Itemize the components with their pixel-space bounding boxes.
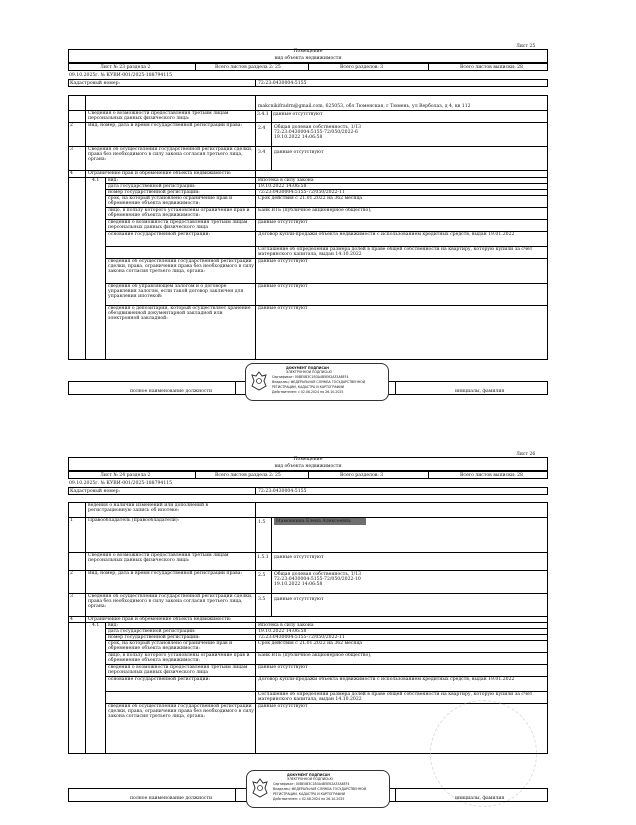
cadastral-label: Кадастровый номер: (70, 80, 121, 86)
row3-num: 3 (70, 147, 73, 152)
sub-num: 4.1 (92, 178, 100, 183)
sub-row-value: Соглашение об определении размера долей в праве общей собственности на квартиру, которую купили за счёт материнского капитала, выдан 14.10.2022 (258, 691, 533, 702)
sheet-label: Лист 25 (516, 44, 536, 49)
sub-row-value: 19.10.2022 14:06:58 (258, 183, 307, 189)
row2-num: 2 (70, 123, 73, 128)
row2-value: Общая долевая собственность, 1/13 72:23:0430004:5155-72/050/2022-10 19.10.2022 14:06:58 (274, 572, 362, 588)
emblem-icon (250, 370, 268, 392)
list-label: Лист № 23 раздела 2 (100, 64, 151, 70)
stamp-title: ДОКУМЕНТ ПОДПИСАН (286, 366, 329, 370)
emblem-icon (251, 777, 269, 799)
list-label: Лист № 24 раздела 2 (100, 472, 151, 478)
total-section: Всего листов раздела 2: 25 (215, 64, 281, 70)
sub-row-value: данные отсутствуют (258, 664, 308, 670)
stamp-title: ДОКУМЕНТ ПОДПИСАН (287, 773, 330, 777)
sub-row-label: основание государственной регистрации: (108, 231, 211, 237)
sub-row-value: данные отсутствуют (258, 219, 308, 225)
sub-row-label: номер государственной регистрации: (108, 634, 200, 640)
sub-row-label: сведения об осуществлении государственной регистрации сделки, права, ограничения права без необходимого в силу закона согласия третьего лица, органа: (108, 258, 254, 274)
sub-row-value: Ипотека в силу закона (258, 177, 314, 183)
stamp-line4: Действителен: с 02.08.2024 по 26.10.2025 (272, 390, 344, 394)
row3-num: 3 (70, 594, 73, 599)
top-address: makcnikifradrn@gmail.com, 625053, обл Тюменская, г Тюмень, ул Верболаз, д 4, кв 112 (258, 104, 471, 109)
stamp-title2: ЭЛЕКТРОННОЙ ПОДПИСЬЮ (286, 370, 333, 374)
sub-row-label: лицо, в пользу которого установлены ограничение прав и обременение объекта недвижимости: (108, 207, 250, 218)
sign-name: инициалы, фамилия (455, 389, 505, 394)
sub-row-label: вид: (108, 177, 119, 183)
sub-row-label: лицо, в пользу которого установлены ограничение прав и обременение объекта недвижимости: (108, 652, 250, 663)
stamp-line2: Владелец: ФЕДЕРАЛЬНАЯ СЛУЖБА ГОСУДАРСТВЕННОЙ (273, 787, 367, 791)
sheet-label: Лист 26 (516, 452, 536, 457)
total-section: Всего листов раздела 2: 25 (215, 472, 281, 478)
total-sheets: Всего листов выписки: 28 (460, 64, 523, 70)
sub-row-label: основание государственной регистрации: (108, 676, 211, 682)
sub-row-value: данные отсутствуют (258, 703, 308, 709)
row3-value: данные отсутствуют (274, 150, 324, 155)
consent-label: Сведения о возможности предоставления третьим лицам персональных данных физического лица: (88, 111, 229, 122)
consent-num: 3.4.1 (257, 112, 269, 117)
signature-stamp (246, 770, 390, 808)
row3-value: данные отсутствуют (274, 597, 324, 602)
date-number: 09.10.2025г. № КУВИ-001/2025-188794115 (69, 481, 173, 486)
total-sheets: Всего листов выписки: 28 (460, 472, 523, 478)
sub-row-value: Договор купли-продажи объекта недвижимости с использованием кредитных средств, выдан 19.01.2022 (258, 231, 515, 237)
total-sections: Всего разделов: 3 (340, 472, 384, 478)
row1-num: 1 (70, 518, 73, 523)
sub-row-value: Срок действия с 21.01.2022 на 362 месяца (258, 640, 363, 646)
page-subtitle: вид объекта недвижимости (274, 464, 342, 469)
row4-num: 4 (70, 617, 73, 622)
page-title: Помещение (293, 457, 323, 462)
sub-row-value: данные отсутствуют (258, 283, 308, 289)
row1-label: Правообладатель (правообладатели): (88, 518, 180, 523)
row2-label: Вид, номер, дата и время государственной регистрации права: (88, 123, 243, 128)
row3-label: Сведения об осуществлении государственной регистрации сделки, права без необходимого в силу закона согласия третьего лица, органа: (88, 594, 253, 610)
consent-value: данные отсутствуют (274, 555, 324, 560)
sub-row-label: сведения о возможности предоставления третьим лицам персональных данных физического лица (108, 664, 248, 675)
stamp-line3: РЕГИСТРАЦИИ, КАДАСТРА И КАРТОГРАФИИ (272, 385, 344, 389)
row3-subnum: 3.5 (258, 597, 266, 602)
row2-num: 2 (70, 571, 73, 576)
sub-row-label: дата государственной регистрации: (108, 628, 196, 634)
row3-subnum: 3.4 (258, 150, 266, 155)
owner-name: Мамонкина Елена Алексеевна (276, 519, 351, 524)
sub-row-label: сведения об осуществлении государственной регистрации сделки, права, ограничения права без необходимого в силу закона согласия третьего лица, органа: (108, 703, 254, 719)
stamp-title2: ЭЛЕКТРОННОЙ ПОДПИСЬЮ (287, 777, 334, 781)
consent-label: Сведения о возможности предоставления третьим лицам персональных данных физического лица: (88, 553, 229, 564)
row1-subnum: 1.5 (258, 520, 266, 525)
sign-position: полное наименование должности (130, 796, 213, 801)
total-sections: Всего разделов: 3 (340, 64, 384, 70)
page-subtitle: вид объекта недвижимости (274, 56, 342, 61)
consent-value: данные отсутствуют (273, 112, 323, 117)
top-note: ведения о наличии изменений или дополнений в регистрационную запись об ипотеке: (88, 503, 209, 514)
sub-row-value: Ипотека в силу закона (258, 622, 314, 628)
sub-row-label: вид: (108, 622, 119, 628)
sign-position: полное наименование должности (130, 389, 213, 394)
sub-row-label: сведения о возможности предоставления третьим лицам персональных данных физического лица (108, 219, 248, 230)
sub-row-value: данные отсутствуют (258, 305, 308, 311)
stamp-line4: Действителен: с 02.08.2024 по 26.10.2025 (273, 797, 345, 801)
cadastral-row (68, 79, 548, 87)
cadastral-value: 72:23:0430004:5155 (258, 80, 307, 86)
sub-row-value: 19.10.2022 14:06:58 (258, 628, 307, 634)
stamp-line3: РЕГИСТРАЦИИ, КАДАСТРА И КАРТОГРАФИИ (273, 792, 345, 796)
row2-subnum: 2.4 (258, 126, 266, 131)
date-number: 09.10.2025г. № КУВИ-001/2025-188794115 (69, 73, 173, 78)
sub-row-value: данные отсутствуют (258, 258, 308, 264)
sub-row-label: номер государственной регистрации: (108, 189, 200, 195)
stamp-line2: Владелец: ФЕДЕРАЛЬНАЯ СЛУЖБА ГОСУДАРСТВЕННОЙ (272, 380, 366, 384)
sign-name: инициалы, фамилия (455, 796, 505, 801)
row2-value: Общая долевая собственность, 1/13 72:23:0430004:5155-72/050/2022-6 19.10.2022 14:06:58 (274, 125, 362, 141)
row4-num: 4 (70, 171, 73, 176)
sub-row-label: сведения о депозитарии, который осуществляет хранение обездвиженной документарной закладной или электронной закладной: (108, 305, 251, 321)
consent-num: 1.5.1 (257, 555, 269, 560)
row3-label: Сведения об осуществлении государственной регистрации сделки, права без необходимого в силу закона согласия третьего лица, органа: (88, 147, 253, 163)
signature-stamp (245, 363, 389, 401)
sub-num: 4.1 (92, 623, 100, 628)
stamp-line1: Сертификат: 00BE0B3C1B3A4B5E62A33A8EF4 (272, 375, 349, 379)
sub-row-value: Соглашение об определении размера долей в праве общей собственности на квартиру, которую купили за счёт материнского капитала, выдан 14.10.2022 (258, 246, 533, 257)
row2-label: Вид, номер, дата и время государственной регистрации права: (88, 571, 243, 576)
row2-subnum: 2.5 (258, 573, 266, 578)
sub-row-label: срок, на который установлено ограничение прав и обременение объекта недвижимости: (108, 195, 233, 206)
sub-row-value: 72:23:0430004:5155-72/050/2022-11 (258, 189, 345, 195)
sub-row-value: Банк ВТБ (публичное акционерное общество), (258, 207, 372, 213)
cadastral-row (68, 487, 548, 495)
row4-label: Ограничение прав и обременение объекта недвижимости: (88, 617, 232, 622)
stamp-line1: Сертификат: 00BE0B3C1B3A4B5E62A33A8EF4 (273, 782, 350, 786)
sub-row-label: сведения об управляющем залогом и о договоре управления залогом, если такой договор заключен для управления ипотекой: (108, 283, 244, 299)
cadastral-label: Кадастровый номер: (70, 488, 121, 494)
sub-row-value: Договор купли-продажи объекта недвижимости с использованием кредитных средств, выдан 19.01.2022 (258, 676, 515, 682)
row4-label: Ограничение прав и обременение объекта недвижимости: (88, 171, 232, 176)
cadastral-value: 72:23:0430004:5155 (258, 488, 307, 494)
sub-row-value: 72:23:0430004:5155-72/050/2022-11 (258, 634, 345, 640)
page-title: Помещение (293, 49, 323, 54)
sub-row-value: Срок действия с 21.01.2022 на 362 месяца (258, 195, 363, 201)
sub-row-label: дата государственной регистрации: (108, 183, 196, 189)
sub-row-label: срок, на который установлено ограничение прав и обременение объекта недвижимости: (108, 640, 233, 651)
sub-row-value: Банк ВТБ (публичное акционерное общество), (258, 652, 372, 658)
